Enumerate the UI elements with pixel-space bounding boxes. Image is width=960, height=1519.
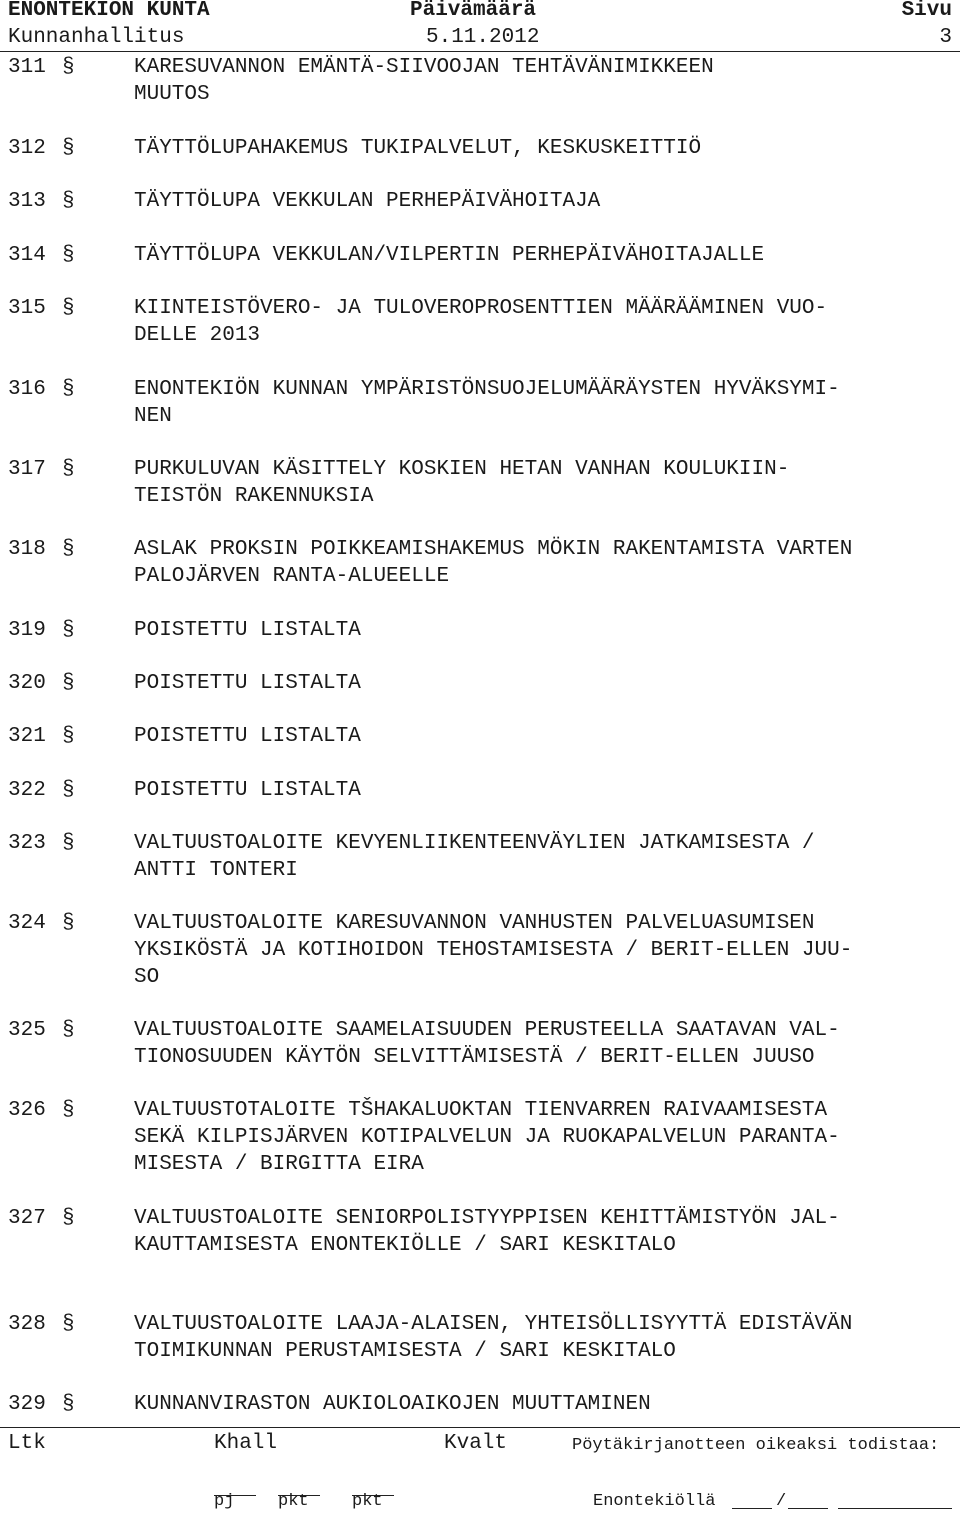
section-sign: §	[62, 725, 75, 748]
section-sign: §	[62, 378, 75, 401]
section-sign: §	[62, 190, 75, 213]
section-sign: §	[62, 137, 75, 160]
page-number: 3	[939, 26, 952, 49]
item-number: 315	[8, 297, 46, 320]
item-title: VALTUUSTOALOITE SENIORPOLISTYYPPISEN KEHITTÄMISTYÖN JAL- KAUTTAMISESTA ENONTEKIÖLLE / SARI KESKITALO	[134, 1207, 840, 1257]
municipality-name: ENONTEKIÖN KUNTA	[8, 0, 210, 22]
month-blank	[788, 1508, 828, 1509]
section-sign: §	[62, 1393, 75, 1416]
item-title: VALTUUSTOALOITE KARESUVANNON VANHUSTEN PALVELUASUMISEN YKSIKÖSTÄ JA KOTIHOIDON TEHOSTAMISESTA / BERIT-ELLEN JUU- SO	[134, 912, 853, 989]
pkt-label-2: pkt	[352, 1492, 383, 1511]
item-title: VALTUUSTOTALOITE TŠHAKALUOKTAN TIENVARREN RAIVAAMISESTA SEKÄ KILPISJÄRVEN KOTIPALVELUN JA RUOKAPALVELUN PARANTA- MISESTA / BIRGITTA EIRA	[134, 1099, 840, 1176]
section-sign: §	[62, 1019, 75, 1042]
item-number: 325	[8, 1019, 46, 1042]
body-name: Kunnanhallitus	[8, 26, 185, 49]
item-number: 323	[8, 832, 46, 855]
item-number: 322	[8, 779, 46, 802]
section-sign: §	[62, 779, 75, 802]
item-title: KIINTEISTÖVERO- JA TULOVEROPROSENTTIEN MÄÄRÄÄMINEN VUO- DELLE 2013	[134, 297, 828, 347]
section-sign: §	[62, 244, 75, 267]
item-title: KARESUVANNON EMÄNTÄ-SIIVOOJAN TEHTÄVÄNIMIKKEEN MUUTOS	[134, 56, 714, 106]
signature-blank	[838, 1508, 952, 1509]
item-title: TÄYTTÖLUPA VEKKULAN PERHEPÄIVÄHOITAJA	[134, 190, 601, 213]
page-label: Sivu	[901, 0, 952, 22]
item-number: 319	[8, 619, 46, 642]
item-number: 327	[8, 1207, 46, 1230]
item-number: 324	[8, 912, 46, 935]
item-number: 311	[8, 56, 46, 79]
item-title: KUNNANVIRASTON AUKIOLOAIKOJEN MUUTTAMINEN	[134, 1393, 651, 1416]
item-number: 318	[8, 538, 46, 561]
section-sign: §	[62, 1099, 75, 1122]
section-sign: §	[62, 912, 75, 935]
item-number: 314	[8, 244, 46, 267]
section-sign: §	[62, 538, 75, 561]
item-title: POISTETTU LISTALTA	[134, 779, 361, 802]
item-title: VALTUUSTOALOITE SAAMELAISUUDEN PERUSTEELLA SAATAVAN VAL- TIONOSUUDEN KÄYTÖN SELVITTÄMISESTÄ / BERIT-ELLEN JUUSO	[134, 1019, 840, 1069]
place-label: Enontekiöllä	[593, 1492, 716, 1511]
meeting-date: 5.11.2012	[426, 26, 540, 49]
item-title: TÄYTTÖLUPA VEKKULAN/VILPERTIN PERHEPÄIVÄHOITAJALLE	[134, 244, 765, 267]
ltk-label: Ltk	[8, 1432, 46, 1455]
header-rule	[0, 51, 960, 52]
item-title: VALTUUSTOALOITE LAAJA-ALAISEN, YHTEISÖLLISYYTTÄ EDISTÄVÄN TOIMIKUNNAN PERUSTAMISESTA / SARI KESKITALO	[134, 1313, 853, 1363]
item-number: 328	[8, 1313, 46, 1336]
section-sign: §	[62, 672, 75, 695]
section-sign: §	[62, 1313, 75, 1336]
kvalt-label: Kvalt	[444, 1432, 508, 1455]
item-title: TÄYTTÖLUPAHAKEMUS TUKIPALVELUT, KESKUSKEITTIÖ	[134, 137, 702, 160]
item-title: POISTETTU LISTALTA	[134, 725, 361, 748]
item-number: 316	[8, 378, 46, 401]
day-blank	[732, 1508, 772, 1509]
section-sign: §	[62, 297, 75, 320]
pj-label: pj	[214, 1492, 235, 1511]
date-label: Päivämäärä	[410, 0, 537, 22]
date-slash: /	[776, 1492, 787, 1511]
certify-label: Pöytäkirjanotteen oikeaksi todistaa:	[572, 1436, 940, 1455]
item-number: 321	[8, 725, 46, 748]
section-sign: §	[62, 1207, 75, 1230]
footer-rule	[0, 1427, 960, 1428]
khall-label: Khall	[214, 1432, 278, 1455]
section-sign: §	[62, 56, 75, 79]
item-number: 312	[8, 137, 46, 160]
item-title: POISTETTU LISTALTA	[134, 672, 361, 695]
section-sign: §	[62, 832, 75, 855]
section-sign: §	[62, 458, 75, 481]
item-number: 313	[8, 190, 46, 213]
item-title: VALTUUSTOALOITE KEVYENLIIKENTEENVÄYLIEN JATKAMISESTA / ANTTI TONTERI	[134, 832, 815, 882]
section-sign: §	[62, 619, 75, 642]
pkt-label-1: pkt	[278, 1492, 309, 1511]
item-number: 317	[8, 458, 46, 481]
item-title: ENONTEKIÖN KUNNAN YMPÄRISTÖNSUOJELUMÄÄRÄYSTEN HYVÄKSYMI- NEN	[134, 378, 840, 428]
item-number: 320	[8, 672, 46, 695]
item-number: 326	[8, 1099, 46, 1122]
item-title: ASLAK PROKSIN POIKKEAMISHAKEMUS MÖKIN RAKENTAMISTA VARTEN PALOJÄRVEN RANTA-ALUEELLE	[134, 538, 853, 588]
item-title: POISTETTU LISTALTA	[134, 619, 361, 642]
item-number: 329	[8, 1393, 46, 1416]
item-title: PURKULUVAN KÄSITTELY KOSKIEN HETAN VANHAN KOULUKIIN- TEISTÖN RAKENNUKSIA	[134, 458, 790, 508]
